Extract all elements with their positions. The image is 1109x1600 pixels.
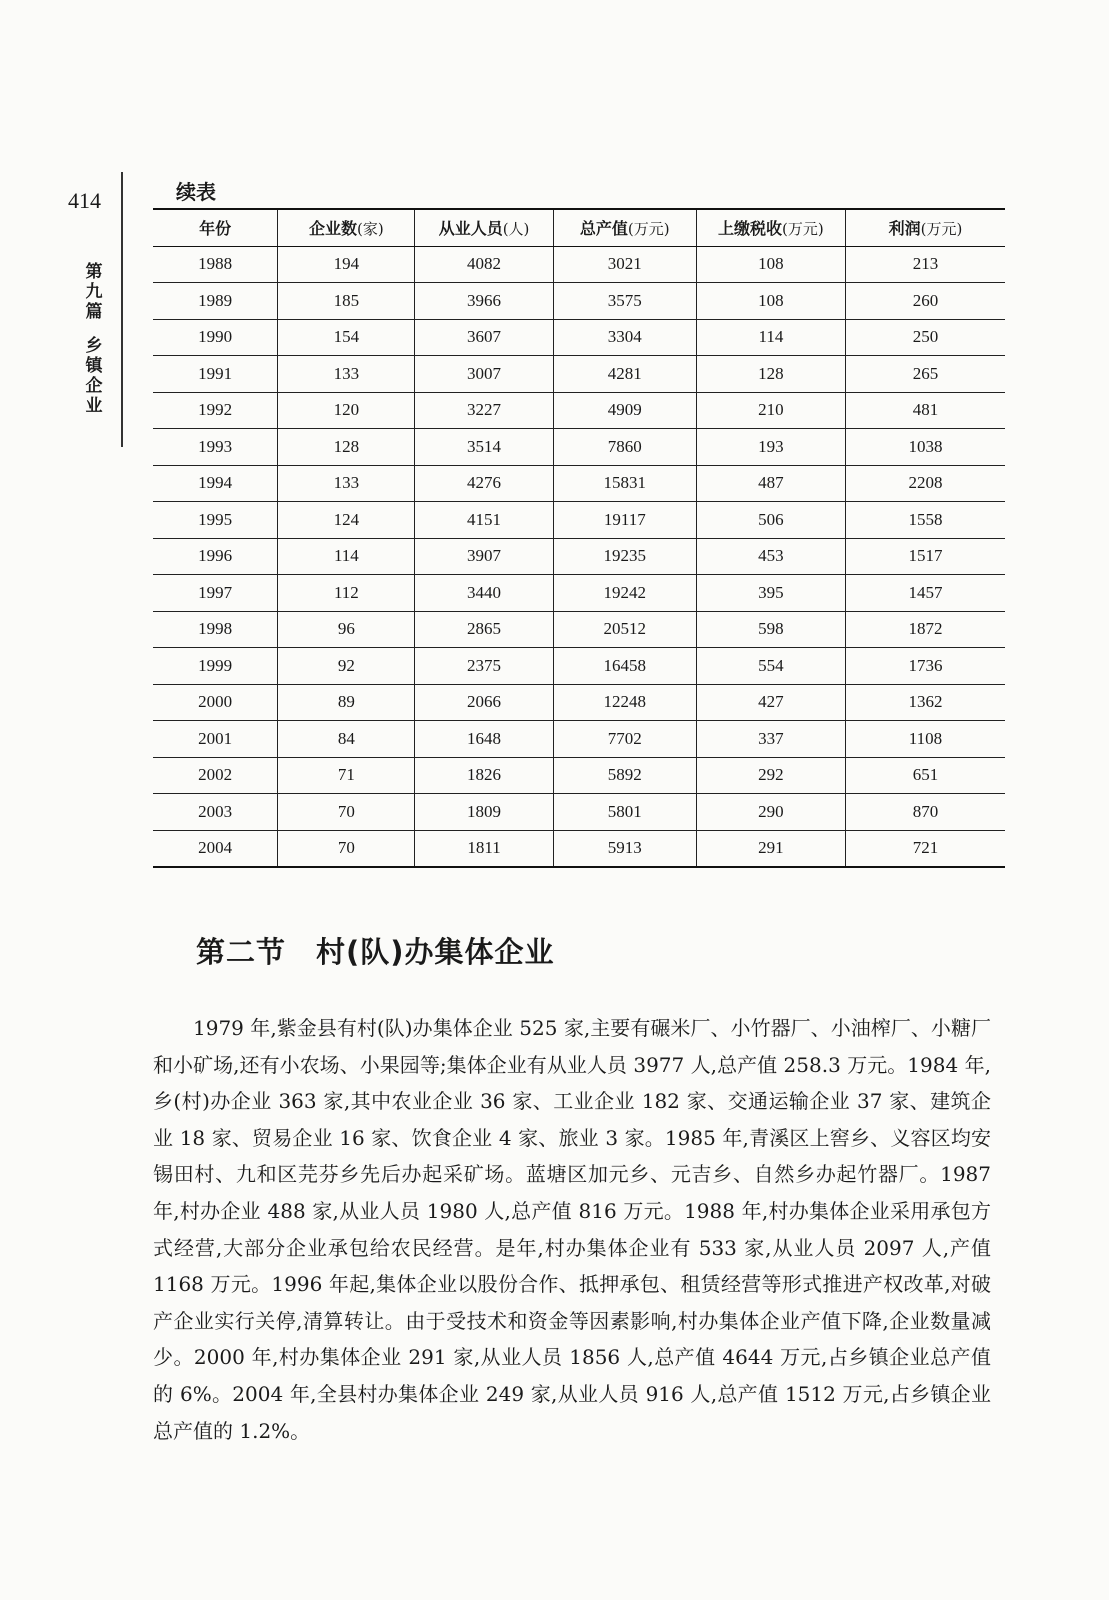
table-cell: 3514 bbox=[415, 429, 553, 466]
table-row bbox=[153, 283, 1005, 320]
table-cell: 3907 bbox=[415, 538, 553, 575]
table-cell: 337 bbox=[696, 721, 845, 758]
table-cell: 2000 bbox=[153, 684, 278, 721]
table-cell: 96 bbox=[278, 611, 415, 648]
table-cell: 265 bbox=[845, 356, 1005, 393]
table-row bbox=[153, 721, 1005, 758]
table-cell: 1994 bbox=[153, 465, 278, 502]
side-title-char: 乡 bbox=[85, 336, 103, 356]
side-title-gap bbox=[82, 322, 106, 336]
table-cell: 71 bbox=[278, 757, 415, 794]
table-cell: 124 bbox=[278, 502, 415, 539]
column-header bbox=[153, 209, 278, 246]
column-header bbox=[553, 209, 696, 246]
table-cell: 1558 bbox=[845, 502, 1005, 539]
table-cell: 290 bbox=[696, 794, 845, 831]
table-cell: 1995 bbox=[153, 502, 278, 539]
table-cell: 1999 bbox=[153, 648, 278, 685]
table-cell: 1988 bbox=[153, 246, 278, 283]
table-cell: 2375 bbox=[415, 648, 553, 685]
table-cell: 133 bbox=[278, 465, 415, 502]
table-row bbox=[153, 319, 1005, 356]
table-cell: 112 bbox=[278, 575, 415, 612]
table-cell: 19235 bbox=[553, 538, 696, 575]
table-body bbox=[153, 246, 1005, 867]
side-rule bbox=[121, 172, 123, 447]
table-cell: 1809 bbox=[415, 794, 553, 831]
table-header-row bbox=[153, 209, 1005, 246]
table-cell: 1517 bbox=[845, 538, 1005, 575]
table-cell: 89 bbox=[278, 684, 415, 721]
table-caption: 续表 bbox=[176, 180, 216, 204]
table-cell: 19242 bbox=[553, 575, 696, 612]
column-header-label: 年份 bbox=[199, 219, 232, 239]
table-row bbox=[153, 465, 1005, 502]
table-row bbox=[153, 356, 1005, 393]
side-title-char: 篇 bbox=[85, 302, 103, 322]
table-cell: 3440 bbox=[415, 575, 553, 612]
table-cell: 250 bbox=[845, 319, 1005, 356]
side-title-char: 镇 bbox=[85, 356, 103, 376]
table-row bbox=[153, 392, 1005, 429]
table-cell: 291 bbox=[696, 830, 845, 867]
table-cell: 4276 bbox=[415, 465, 553, 502]
table-cell: 1998 bbox=[153, 611, 278, 648]
table-cell: 3575 bbox=[553, 283, 696, 320]
table-cell: 1736 bbox=[845, 648, 1005, 685]
table-cell: 84 bbox=[278, 721, 415, 758]
table-row bbox=[153, 757, 1005, 794]
table-row bbox=[153, 611, 1005, 648]
column-header bbox=[415, 209, 553, 246]
table-cell: 1038 bbox=[845, 429, 1005, 466]
table-cell: 108 bbox=[696, 246, 845, 283]
column-header-unit: (人) bbox=[502, 220, 530, 239]
table-cell: 92 bbox=[278, 648, 415, 685]
table-cell: 193 bbox=[696, 429, 845, 466]
column-header-unit: (万元) bbox=[627, 220, 670, 239]
column-header-label: 上缴税收 bbox=[718, 219, 783, 239]
table-cell: 651 bbox=[845, 757, 1005, 794]
table-cell: 1993 bbox=[153, 429, 278, 466]
table-cell: 453 bbox=[696, 538, 845, 575]
table-cell: 2004 bbox=[153, 830, 278, 867]
table-cell: 120 bbox=[278, 392, 415, 429]
table-cell: 1997 bbox=[153, 575, 278, 612]
table-cell: 292 bbox=[696, 757, 845, 794]
table-cell: 2002 bbox=[153, 757, 278, 794]
side-chapter-title bbox=[82, 262, 106, 416]
table-cell: 3607 bbox=[415, 319, 553, 356]
table-cell: 870 bbox=[845, 794, 1005, 831]
table-cell: 2208 bbox=[845, 465, 1005, 502]
table-cell: 2865 bbox=[415, 611, 553, 648]
table-cell: 487 bbox=[696, 465, 845, 502]
table-cell: 185 bbox=[278, 283, 415, 320]
table-cell: 3304 bbox=[553, 319, 696, 356]
table-cell: 114 bbox=[278, 538, 415, 575]
table-cell: 2001 bbox=[153, 721, 278, 758]
table-cell: 1811 bbox=[415, 830, 553, 867]
column-header bbox=[845, 209, 1005, 246]
table-cell: 7860 bbox=[553, 429, 696, 466]
table-row bbox=[153, 684, 1005, 721]
table-cell: 128 bbox=[696, 356, 845, 393]
table-cell: 721 bbox=[845, 830, 1005, 867]
table-cell: 12248 bbox=[553, 684, 696, 721]
table-cell: 3021 bbox=[553, 246, 696, 283]
table-cell: 427 bbox=[696, 684, 845, 721]
table-cell: 1872 bbox=[845, 611, 1005, 648]
table-cell: 1991 bbox=[153, 356, 278, 393]
table-cell: 4281 bbox=[553, 356, 696, 393]
table-cell: 3966 bbox=[415, 283, 553, 320]
table-cell: 3227 bbox=[415, 392, 553, 429]
section-title: 村(队)办集体企业 bbox=[316, 935, 555, 969]
table-cell: 5801 bbox=[553, 794, 696, 831]
table-cell: 1990 bbox=[153, 319, 278, 356]
table-cell: 5913 bbox=[553, 830, 696, 867]
table-cell: 3007 bbox=[415, 356, 553, 393]
side-title-char: 业 bbox=[85, 396, 103, 416]
table-cell: 260 bbox=[845, 283, 1005, 320]
column-header bbox=[278, 209, 415, 246]
table-cell: 7702 bbox=[553, 721, 696, 758]
table-cell: 1108 bbox=[845, 721, 1005, 758]
table-row bbox=[153, 502, 1005, 539]
column-header-label: 从业人员 bbox=[438, 219, 503, 239]
table-cell: 1457 bbox=[845, 575, 1005, 612]
table-cell: 128 bbox=[278, 429, 415, 466]
table-cell: 16458 bbox=[553, 648, 696, 685]
page-number: 414 bbox=[68, 188, 101, 213]
table-row bbox=[153, 538, 1005, 575]
table-row bbox=[153, 429, 1005, 466]
table-cell: 1826 bbox=[415, 757, 553, 794]
column-header-unit: (万元) bbox=[920, 220, 963, 239]
column-header-unit: (家) bbox=[357, 220, 384, 239]
side-title-char: 企 bbox=[85, 376, 103, 396]
table-cell: 554 bbox=[696, 648, 845, 685]
table-cell: 481 bbox=[845, 392, 1005, 429]
table-cell: 598 bbox=[696, 611, 845, 648]
table-cell: 20512 bbox=[553, 611, 696, 648]
table-cell: 114 bbox=[696, 319, 845, 356]
table-row bbox=[153, 648, 1005, 685]
table-cell: 210 bbox=[696, 392, 845, 429]
table-cell: 395 bbox=[696, 575, 845, 612]
side-title-char: 第 bbox=[85, 262, 103, 282]
column-header bbox=[696, 209, 845, 246]
statistics-table bbox=[153, 208, 1005, 868]
table-row bbox=[153, 246, 1005, 283]
table-cell: 1648 bbox=[415, 721, 553, 758]
section-number: 第二节 bbox=[196, 935, 287, 969]
table-cell: 194 bbox=[278, 246, 415, 283]
column-header-label: 总产值 bbox=[579, 219, 628, 239]
table-cell: 1362 bbox=[845, 684, 1005, 721]
table-cell: 4151 bbox=[415, 502, 553, 539]
table-cell: 154 bbox=[278, 319, 415, 356]
table-cell: 15831 bbox=[553, 465, 696, 502]
table-cell: 133 bbox=[278, 356, 415, 393]
table-cell: 213 bbox=[845, 246, 1005, 283]
table-cell: 1992 bbox=[153, 392, 278, 429]
section-heading bbox=[196, 930, 555, 971]
body-paragraph: 1979 年,紫金县有村(队)办集体企业 525 家,主要有碾米厂、小竹器厂、小油榨厂、小糖厂和小矿场,还有小农场、小果园等;集体企业有从业人员 3977 人,总产值 258.3 万元。1984 年,乡(村)办企业 363 家,其中农业企业 36 家、工业企业 182 家、交通运输企业 37 家、建筑企业 18 家、贸易企业 16 家、饮食企业 4 家、旅业 3 家。1985 年,青溪区上窖乡、义容区均安锡田村、九和区芫芬乡先后办起采矿场。蓝塘区加元乡、元吉乡、自然乡办起竹器厂。1987 年,村办企业 488 家,从业人员 1980 人,总产值 816 万元。1988 年,村办集体企业采用承包方式经营,大部分企业承包给农民经营。是年,村办集体企业有 533 家,从业人员 2097 人,产值 1168 万元。1996 年起,集体企业以股份合作、抵押承包、租赁经营等形式推进产权改革,对破产企业实行关停,清算转让。由于受技术和资金等因素影响,村办集体企业产值下降,企业数量减少。2000 年,村办集体企业 291 家,从业人员 1856 人,总产值 4644 万元,占乡镇企业总产值的 6%。2004 年,全县村办集体企业 249 家,从业人员 916 人,总产值 1512 万元,占乡镇企业总产值的 1.2%。 bbox=[153, 1016, 991, 1443]
column-header-label: 利润 bbox=[888, 219, 921, 239]
table-cell: 1996 bbox=[153, 538, 278, 575]
side-title-char: 九 bbox=[85, 282, 103, 302]
column-header-unit: (万元) bbox=[782, 220, 824, 239]
column-header-label: 企业数 bbox=[309, 219, 358, 239]
table-cell: 2003 bbox=[153, 794, 278, 831]
table-row bbox=[153, 794, 1005, 831]
table-cell: 19117 bbox=[553, 502, 696, 539]
table-row bbox=[153, 575, 1005, 612]
table-cell: 5892 bbox=[553, 757, 696, 794]
table-cell: 506 bbox=[696, 502, 845, 539]
table-cell: 4909 bbox=[553, 392, 696, 429]
table-cell: 70 bbox=[278, 830, 415, 867]
table-row bbox=[153, 830, 1005, 867]
table-cell: 108 bbox=[696, 283, 845, 320]
table-cell: 2066 bbox=[415, 684, 553, 721]
table-cell: 1989 bbox=[153, 283, 278, 320]
table-cell: 4082 bbox=[415, 246, 553, 283]
table-cell: 70 bbox=[278, 794, 415, 831]
